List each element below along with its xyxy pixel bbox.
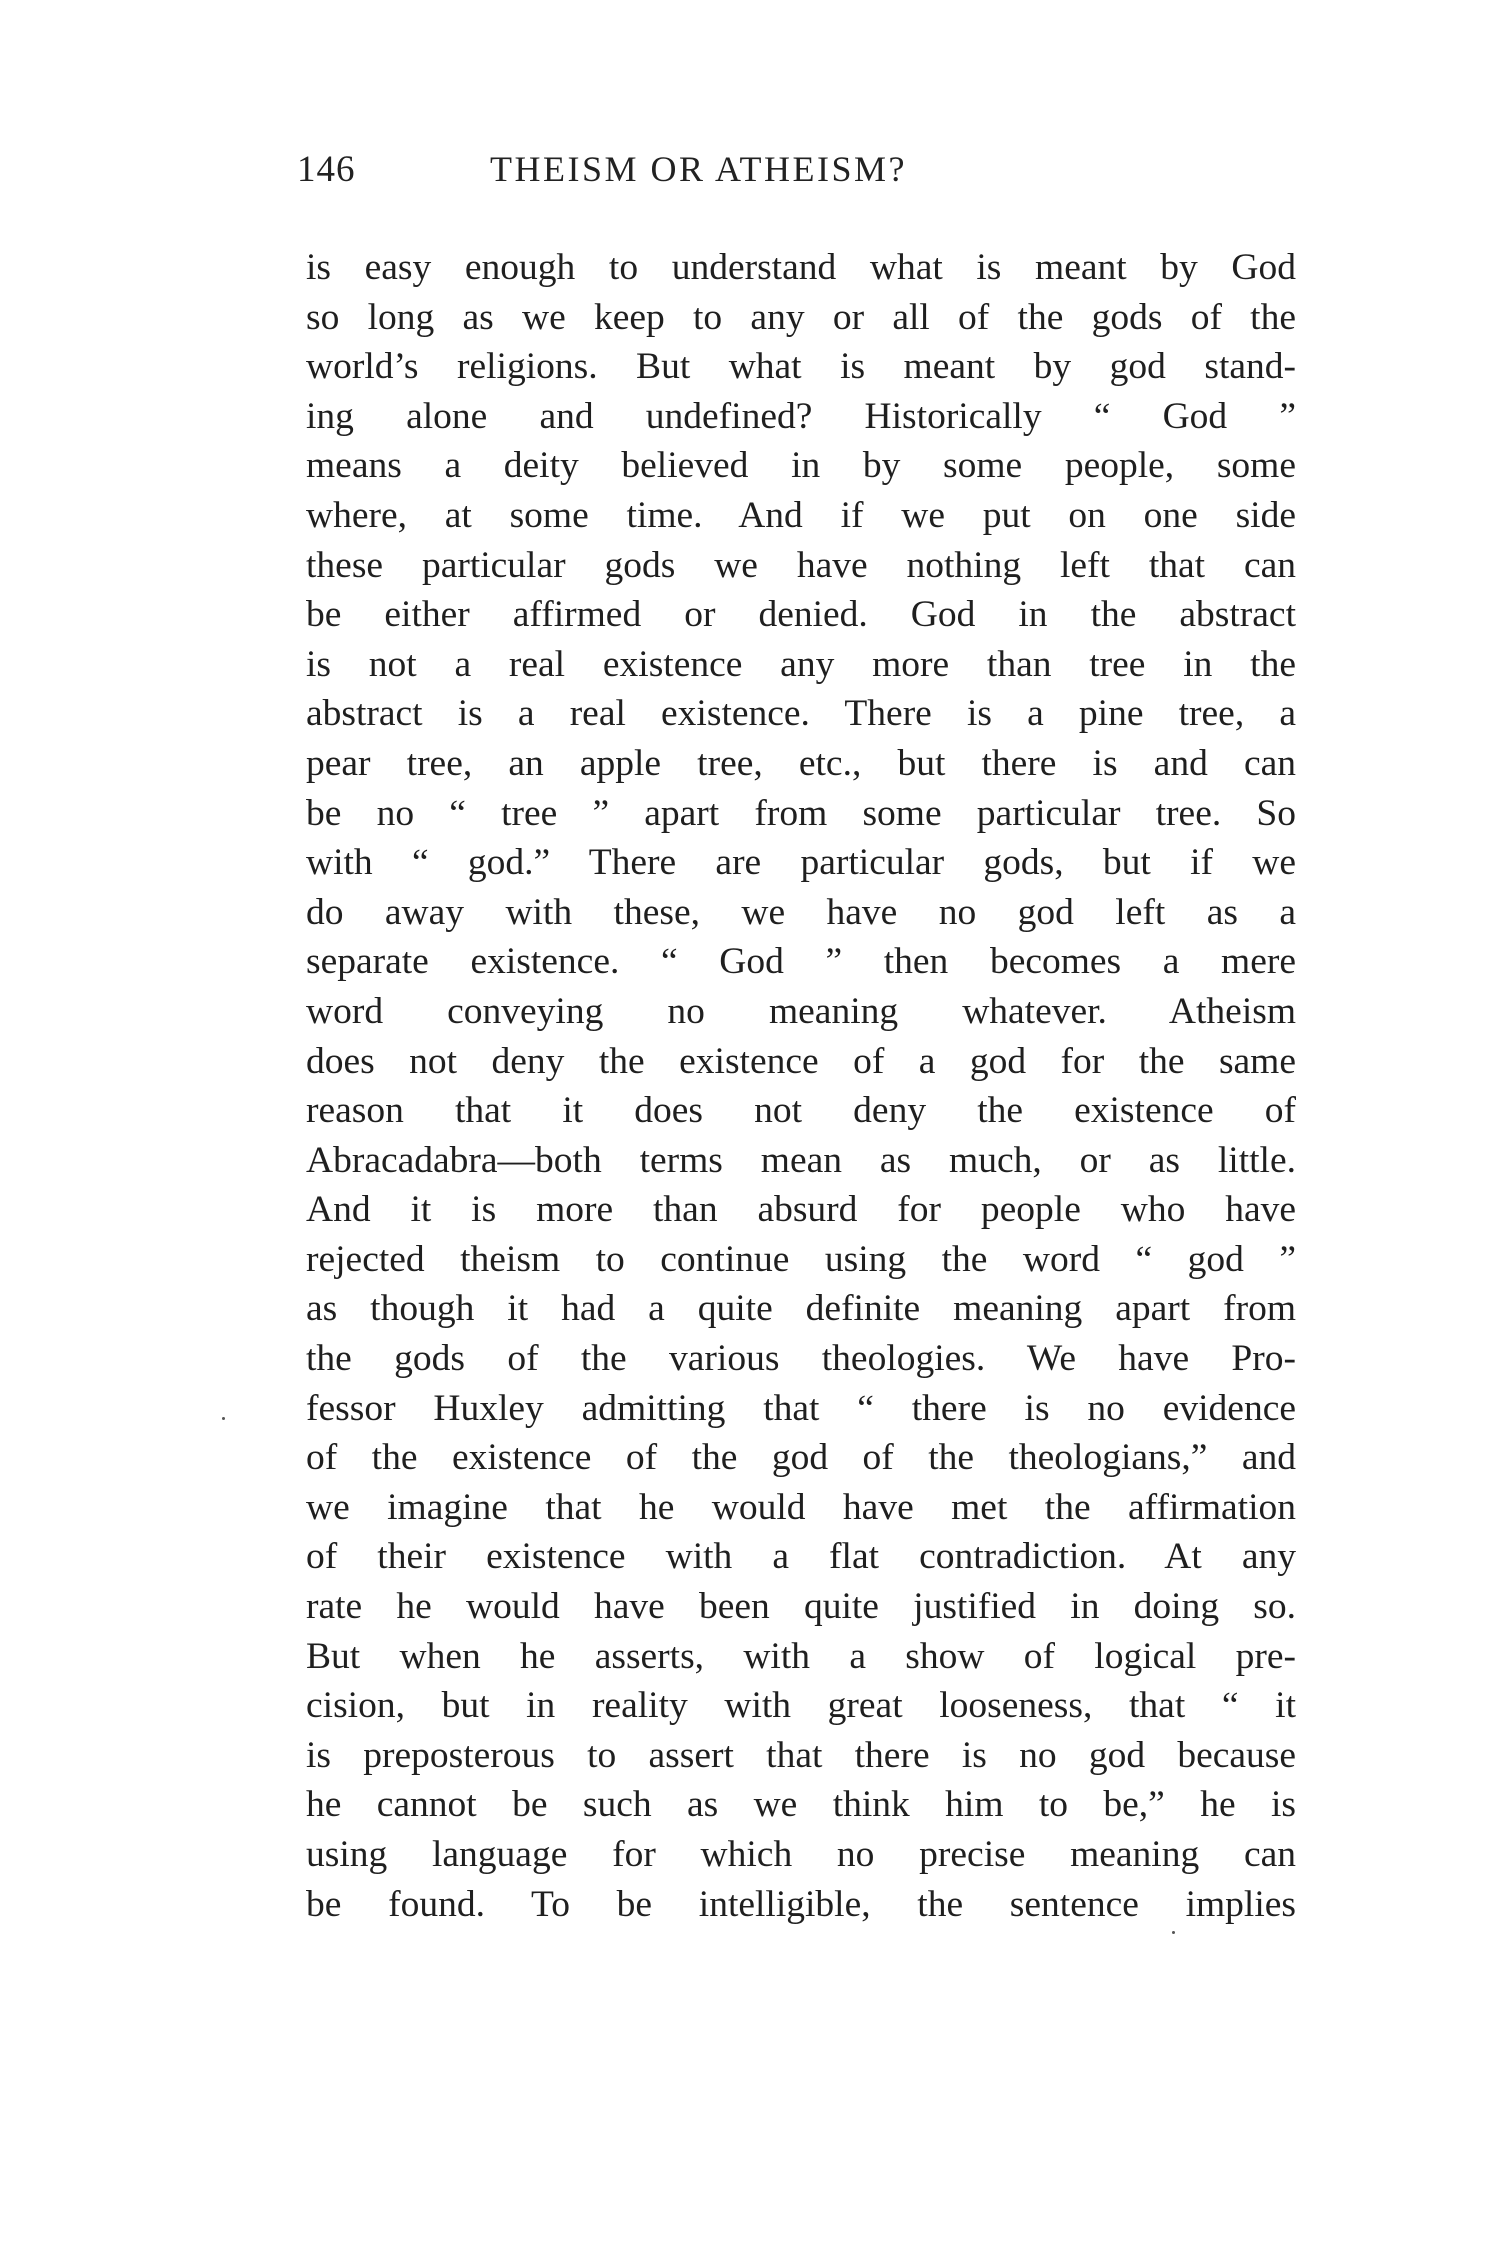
- text-line: we imagine that he would have met the affirmation: [306, 1486, 1296, 1528]
- text-line: be no “ tree ” apart from some particular tree. So: [306, 792, 1296, 834]
- text-line: Abracadabra—both terms mean as much, or as little.: [306, 1139, 1296, 1181]
- text-line: rejected theism to continue using the word “ god ”: [306, 1238, 1296, 1280]
- text-line: be either affirmed or denied. God in the abstract: [306, 594, 1296, 636]
- text-line: And it is more than absurd for people who have: [306, 1189, 1296, 1231]
- body-text: [306, 243, 1296, 1929]
- text-line: with “ god.” There are particular gods, but if we: [306, 842, 1296, 884]
- page-number: 146: [297, 149, 356, 190]
- text-line: of the existence of the god of the theologians,” and: [306, 1437, 1296, 1479]
- text-line: word conveying no meaning whatever. Atheism: [306, 990, 1296, 1032]
- text-line: these particular gods we have nothing left that can: [306, 544, 1296, 586]
- text-line: reason that it does not deny the existence of: [306, 1090, 1296, 1132]
- text-line: is easy enough to understand what is meant by God: [306, 247, 1296, 288]
- text-line: ing alone and undefined? Historically “ God ”: [306, 395, 1296, 437]
- text-line: he cannot be such as we think him to be,” he is: [306, 1784, 1296, 1826]
- running-head: [297, 148, 1297, 198]
- text-line: where, at some time. And if we put on one side: [306, 494, 1296, 536]
- text-line: cision, but in reality with great looseness, that “ it: [306, 1685, 1296, 1727]
- text-line: as though it had a quite definite meaning apart from: [306, 1288, 1296, 1330]
- text-line: be found. To be intelligible, the sentence implies: [306, 1883, 1296, 1925]
- print-speck: [1172, 1931, 1175, 1934]
- text-line: fessor Huxley admitting that “ there is no evidence: [306, 1387, 1296, 1429]
- text-line: is preposterous to assert that there is no god because: [306, 1734, 1296, 1776]
- text-line: so long as we keep to any or all of the gods of the: [306, 296, 1296, 338]
- print-speck: [222, 1417, 225, 1420]
- text-line: world’s religions. But what is meant by god stand-: [306, 346, 1296, 388]
- text-line: the gods of the various theologies. We have Pro-: [306, 1338, 1296, 1380]
- text-line: rate he would have been quite justified in doing so.: [306, 1586, 1296, 1628]
- text-line: is not a real existence any more than tree in the: [306, 643, 1296, 685]
- text-line: of their existence with a flat contradiction. At any: [306, 1536, 1296, 1578]
- text-line: abstract is a real existence. There is a pine tree, a: [306, 693, 1296, 735]
- text-line: But when he asserts, with a show of logical pre-: [306, 1635, 1296, 1677]
- text-line: using language for which no precise meaning can: [306, 1834, 1296, 1875]
- text-line: means a deity believed in by some people, some: [306, 445, 1296, 487]
- text-line: does not deny the existence of a god for the same: [306, 1040, 1296, 1082]
- text-line: separate existence. “ God ” then becomes a mere: [306, 941, 1296, 983]
- text-line: do away with these, we have no god left as a: [306, 891, 1296, 933]
- text-line: pear tree, an apple tree, etc., but there is and can: [306, 742, 1296, 784]
- running-title: THEISM OR ATHEISM?: [490, 149, 908, 189]
